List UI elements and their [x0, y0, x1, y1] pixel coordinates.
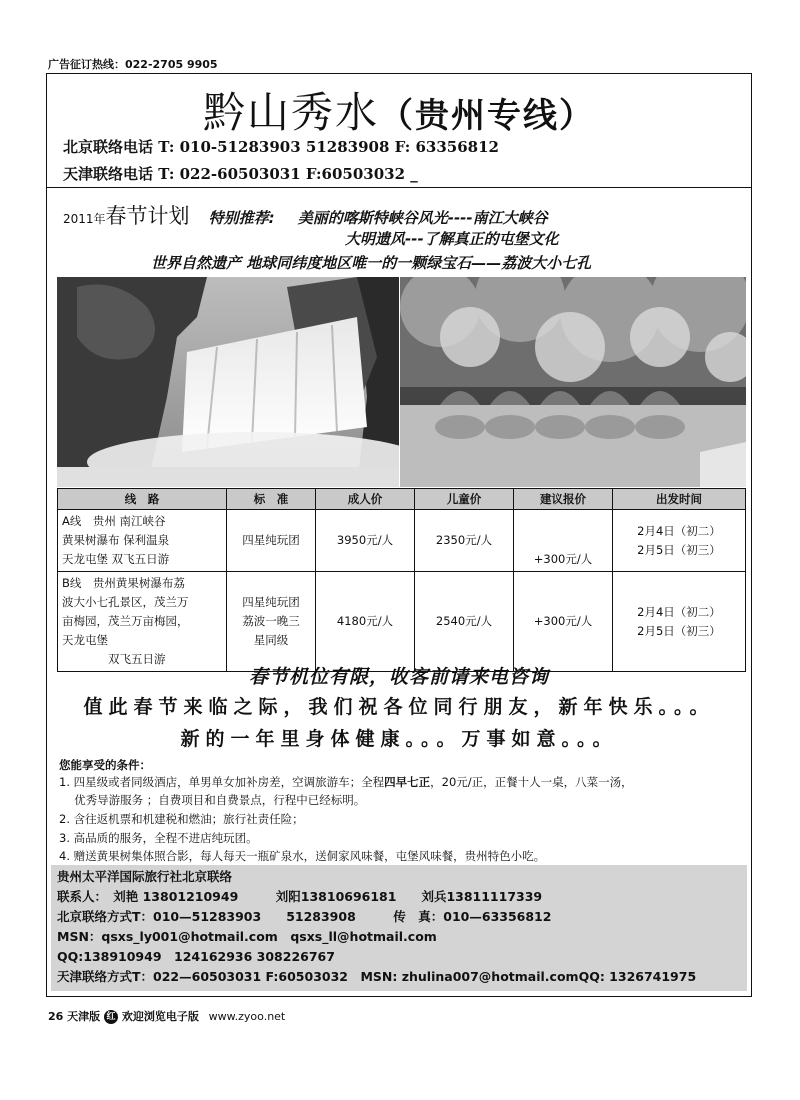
advert-frame [46, 73, 752, 997]
table-header-row [58, 489, 746, 510]
child-price: 2350元/人 [415, 510, 514, 572]
standard-cell: 四星纯玩团 [227, 510, 316, 572]
plan-title: 春节计划 [105, 204, 190, 228]
suggest-price: +300元/人 [514, 510, 613, 572]
page-number: 26 天津版 [48, 1010, 101, 1023]
agency-people: 联系人： 刘艳 13801210949 刘阳13810696181 刘兵13811117339 [57, 889, 543, 904]
headline-sub: （贵州专线） [379, 96, 595, 136]
route-cell [58, 572, 227, 672]
route-line: 双飞五日游 [62, 652, 166, 666]
condition-2: 2. 含往返机票和机建税和燃油；旅行社责任险； [59, 812, 304, 826]
condition-1-text-2: ，20元/正，正餐十人一桌，八菜一汤， [430, 775, 633, 789]
recommend-1: 美丽的喀斯特峡谷风光----南江大峡谷 [297, 209, 548, 227]
footer-text: 欢迎浏览电子版 [121, 1010, 199, 1023]
departure-date: 2月5日（初三） [637, 542, 721, 557]
agency-qq: QQ:138910949 124162936 308226767 [57, 949, 335, 964]
child-price: 2540元/人 [415, 572, 514, 672]
agency-msn: MSN：qsxs_ly001@hotmail.com qsxs_ll@hotmail.com [57, 929, 437, 944]
adult-price: 3950元/人 [316, 510, 415, 572]
route-line: 黄果树瀑布 保利温泉 [62, 533, 170, 547]
condition-1-text: 1. 四星级或者同级酒店，单男单女加补房差，空调旅游车；全程 [59, 775, 385, 789]
suggest-price: +300元/人 [514, 572, 613, 672]
col-suggest: 建议报价 [514, 489, 613, 510]
beijing-contact-label: 北京联络电话 [63, 138, 154, 156]
standard-line: 星同级 [253, 633, 289, 647]
condition-3: 3. 高品质的服务，全程不进店纯玩团。 [59, 831, 258, 845]
headline-main: 黔山秀水 [202, 88, 379, 137]
recommend-2: 大明遗风---了解真正的屯堡文化 [345, 230, 559, 248]
recommend-label: 特别推荐: [208, 209, 275, 227]
tianjin-contact-numbers: T: 022-60503031 F:60503032 _ [153, 165, 418, 183]
greeting-line-1: 值此春节来临之际，我们祝各位同行朋友，新年快乐。。。 [83, 696, 715, 718]
departure-date: 2月4日（初二） [637, 604, 721, 619]
agency-beijing: 北京联络方式T：010—51283903 51283908 传 真：010—63356812 [57, 909, 552, 924]
divider [47, 187, 751, 188]
greeting-line-2: 新的一年里身体健康。。。万事如意。。。 [180, 728, 618, 750]
waterfall-photo [57, 277, 399, 487]
page-footer [48, 1008, 285, 1024]
route-line: 天龙屯堡 双飞五日游 [62, 552, 170, 566]
standard-cell [227, 572, 316, 672]
condition-1-meals: 四早七正 [384, 775, 431, 789]
table-row [58, 510, 746, 572]
headline [47, 80, 751, 140]
conditions-heading: 您能享受的条件： [59, 758, 151, 772]
departure-date: 2月4日（初二） [637, 523, 721, 538]
route-line: 波大小七孔景区，茂兰万 [62, 595, 189, 609]
route-line: A线 贵州 南江峡谷 [62, 514, 166, 528]
tianjin-contact-label: 天津联络电话 [63, 165, 154, 183]
route-table [57, 488, 746, 672]
col-child: 儿童价 [415, 489, 514, 510]
agency-name: 贵州太平洋国际旅行社北京联络 [57, 869, 233, 884]
standard-line: 四星纯玩团 [242, 595, 300, 609]
condition-4: 4. 赠送黄果树集体照合影，每人每天一瓶矿泉水，送侗家风味餐，屯堡风味餐，贵州特色小吃。 [59, 849, 546, 863]
ad-hotline: 广告征订热线：022-2705 9905 [48, 58, 218, 71]
standard-line: 荔波一晚三 [242, 614, 300, 628]
footer-url[interactable]: www.zyoo.net [208, 1010, 286, 1023]
condition-1 [59, 774, 749, 790]
col-departure: 出发时间 [613, 489, 746, 510]
departure-cell [613, 510, 746, 572]
spring-festival-plan [63, 200, 548, 230]
departure-cell [613, 572, 746, 672]
col-route: 线 路 [58, 489, 227, 510]
plan-year: 2011年 [63, 212, 106, 226]
beijing-contact [63, 136, 499, 157]
red-badge-icon: 红 [104, 1010, 118, 1024]
adult-price: 4180元/人 [316, 572, 415, 672]
condition-1-cont: 优秀导游服务 ；自费项目和自费景点，行程中已经标明。 [59, 793, 366, 807]
beijing-contact-numbers: T: 010-51283903 51283908 F: 63356812 [153, 138, 499, 156]
route-line: 亩梅园，茂兰万亩梅园， [62, 614, 189, 628]
route-cell [58, 510, 227, 572]
recommend-3: 世界自然遗产 地球同纬度地区唯一的一颗绿宝石——荔波大小七孔 [151, 254, 592, 272]
col-standard: 标 准 [227, 489, 316, 510]
agency-contact-box [51, 865, 747, 991]
departure-date: 2月5日（初三） [637, 623, 721, 638]
col-adult: 成人价 [316, 489, 415, 510]
agency-tianjin: 天津联络方式T：022—60503031 F:60503032 MSN: zhulina007@hotmail.comQQ: 1326741975 [57, 969, 697, 984]
tianjin-contact [63, 163, 418, 184]
route-line: B线 贵州黄果树瀑布荔 [62, 576, 185, 590]
seat-notice: 春节机位有限，收客前请来电咨询 [248, 666, 549, 688]
table-row [58, 572, 746, 672]
bridge-photo [400, 277, 746, 487]
route-line: 天龙屯堡 [62, 633, 108, 647]
